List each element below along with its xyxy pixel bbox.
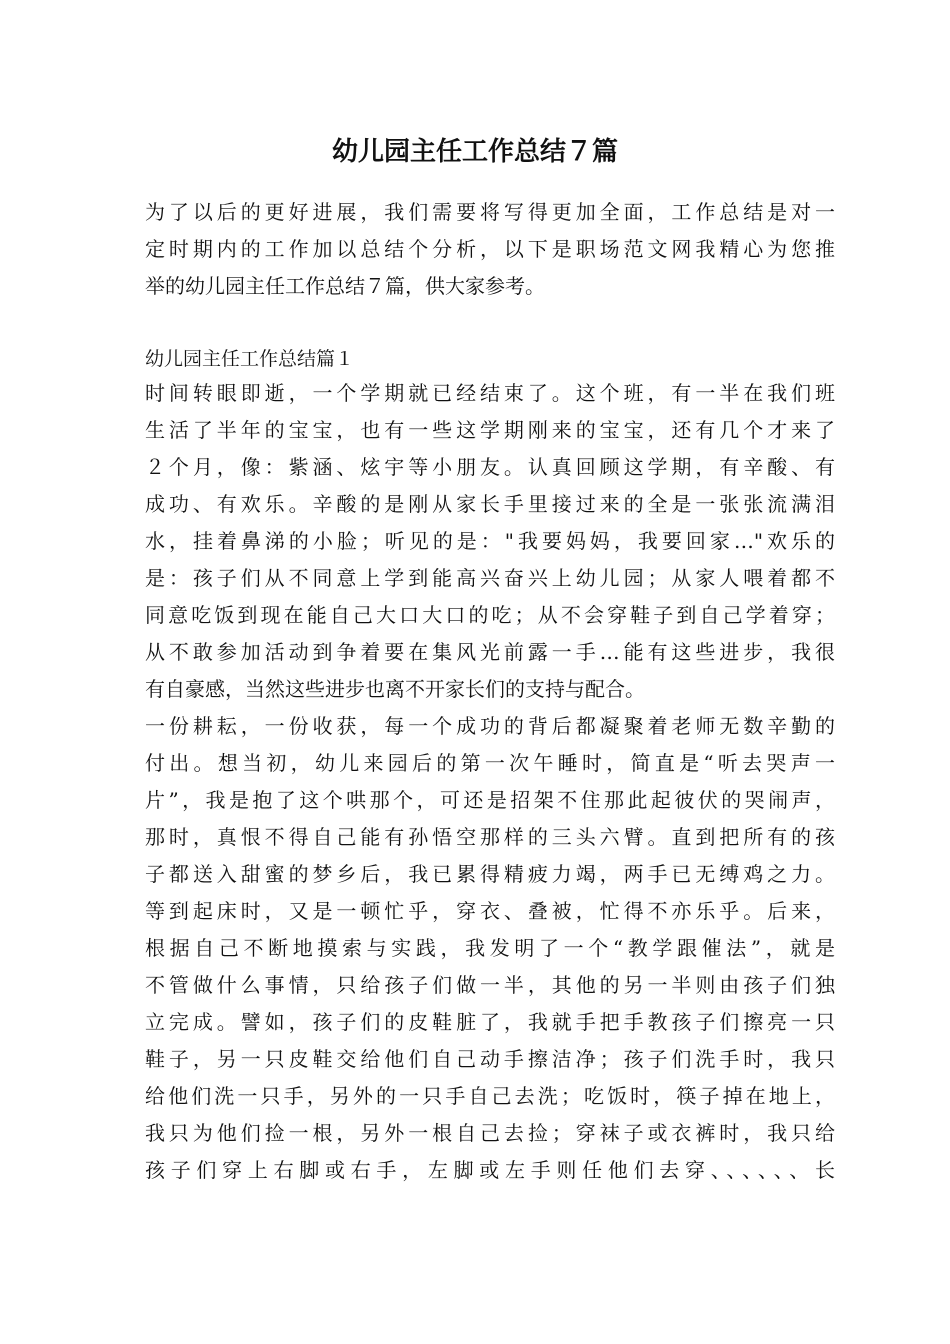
intro-line: 定时期内的工作加以总结个分析，以下是职场范文网我精心为您推 (145, 237, 835, 261)
body-line: 片”，我是抱了这个哄那个，可还是招架不住那此起彼伏的哭闹声， (145, 788, 835, 812)
body-line: 是：孩子们从不同意上学到能高兴奋兴上幼儿园；从家人喂着都不 (145, 566, 835, 590)
body-line: 付出。想当初，幼儿来园后的第一次午睡时，简直是“听去哭声一 (145, 751, 835, 775)
intro-line: 为了以后的更好进展，我们需要将写得更加全面，工作总结是对一 (145, 200, 835, 224)
body-line: 从不敢参加活动到争着要在集风光前露一手…能有这些进步，我很 (145, 640, 835, 664)
body-line: ２个月，像：紫涵、炫宇等小朋友。认真回顾这学期，有辛酸、有 (145, 455, 835, 479)
body-line: 等到起床时，又是一顿忙乎，穿衣、叠被，忙得不亦乐乎。后来， (145, 899, 835, 923)
document-title: 幼儿园主任工作总结７篇 (331, 137, 618, 167)
intro-paragraph (145, 194, 835, 305)
body-line: 立完成。譬如，孩子们的皮鞋脏了，我就手把手教孩子们擦亮一只 (145, 1010, 835, 1034)
body-line: 子都送入甜蜜的梦乡后，我已累得精疲力竭，两手已无缚鸡之力。 (145, 862, 835, 886)
body-line: 时间转眼即逝，一个学期就已经结束了。这个班，有一半在我们班 (145, 381, 835, 405)
body-line: 一份耕耘，一份收获，每一个成功的背后都凝聚着老师无数辛勤的 (145, 714, 835, 738)
body-line: 有自豪感，当然这些进步也离不开家长们的支持与配合。 (145, 677, 645, 701)
section-body (145, 375, 835, 1189)
body-line: 给他们洗一只手，另外的一只手自己去洗；吃饭时，筷子掉在地上， (145, 1084, 835, 1108)
body-line: 根据自己不断地摸索与实践，我发明了一个“教学跟催法”，就是 (145, 936, 835, 960)
intro-line: 举的幼儿园主任工作总结７篇，供大家参考。 (145, 274, 545, 298)
body-line: 同意吃饭到现在能自己大口大口的吃；从不会穿鞋子到自己学着穿； (145, 603, 835, 627)
body-line: 那时，真恨不得自己能有孙悟空那样的三头六臂。直到把所有的孩 (145, 825, 835, 849)
section-heading: 幼儿园主任工作总结篇１ (145, 348, 355, 370)
body-line: 不管做什么事情，只给孩子们做一半，其他的另一半则由孩子们独 (145, 973, 835, 997)
body-line: 成功、有欢乐。辛酸的是刚从家长手里接过来的全是一张张流满泪 (145, 492, 835, 516)
body-line: 鞋子，另一只皮鞋交给他们自己动手擦洁净；孩子们洗手时，我只 (145, 1047, 835, 1071)
body-line: 孩子们穿上右脚或右手，左脚或左手则任他们去穿、、、、、、长 (145, 1158, 835, 1182)
body-line: 我只为他们捡一根，另外一根自己去捡；穿袜子或衣裤时，我只给 (145, 1121, 835, 1145)
body-line: 生活了半年的宝宝，也有一些这学期刚来的宝宝，还有几个才来了 (145, 418, 835, 442)
body-line: 水，挂着鼻涕的小脸；听见的是："我要妈妈，我要回家…"欢乐的 (145, 529, 835, 553)
